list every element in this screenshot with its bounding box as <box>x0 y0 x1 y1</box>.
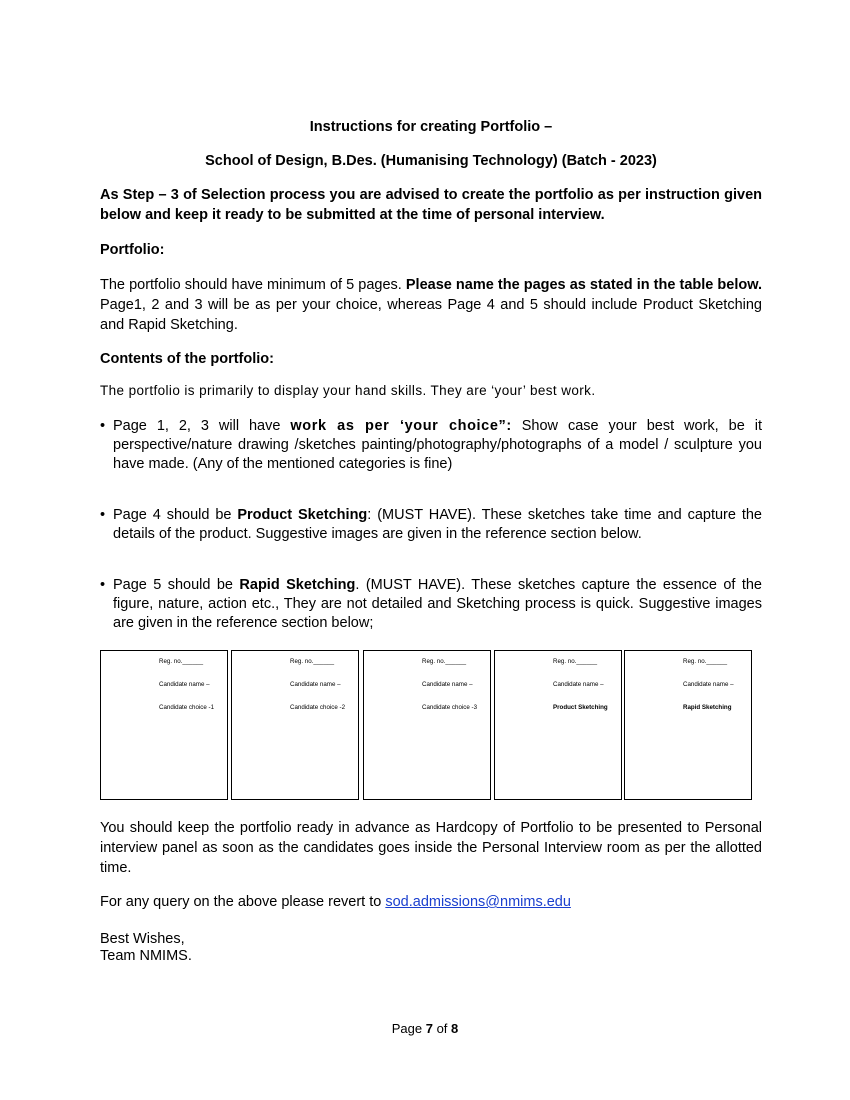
intro-instruction: As Step – 3 of Selection process you are advised to create the portfolio as per instruction given below and keep it ready to be submitted at the time of personal interview. <box>100 187 762 223</box>
total-page-number: 8 <box>451 1021 459 1036</box>
portfolio-heading: Portfolio: <box>100 242 165 258</box>
page-number-footer <box>0 1021 850 1036</box>
bullet-item-page-4 <box>100 506 762 544</box>
page-box-3 <box>363 650 491 800</box>
candidate-name-line: Candidate name – <box>553 681 604 688</box>
page-label: Candidate choice -3 <box>422 704 478 711</box>
page-box-1 <box>100 650 228 800</box>
bullet-text: Page 5 should be <box>113 577 240 593</box>
portfolio-para-text-1: The portfolio should have minimum of 5 pages. <box>100 277 406 293</box>
closing-paragraph: You should keep the portfolio ready in advance as Hardcopy of Portfolio to be presented to Personal interview panel as soon as the candidates goes inside the Personal Interview room as per the allotted time. <box>100 820 762 876</box>
query-line <box>100 892 762 912</box>
portfolio-paragraph <box>100 275 762 335</box>
reg-no-line: Reg. no.______ <box>422 658 467 665</box>
bullet-bold-text: work as per ‘your choice”: <box>290 418 512 434</box>
page-label: Product Sketching <box>553 704 608 711</box>
page-box-5 <box>624 650 752 800</box>
page-label: Candidate choice -1 <box>159 704 215 711</box>
bullet-text: . (MUST HAVE). These sketches capture the essence of the figure, nature, action etc., They are not detailed and Sketching process is quick. Suggestive images are given in the reference section below; <box>113 577 762 631</box>
page-box-4 <box>494 650 622 800</box>
document-title: Instructions for creating Portfolio – <box>309 119 553 135</box>
footer-of: of <box>432 1021 452 1036</box>
contents-heading: Contents of the portfolio: <box>100 351 274 367</box>
bullet-bold-text: Product Sketching <box>237 507 368 523</box>
query-text: For any query on the above please revert to <box>100 894 386 910</box>
bullet-text: Show case your best work, be it perspective/nature drawing /sketches painting/photography/photographs of a model / sculpture you have made. (Any of the mentioned categories is fine) <box>113 418 762 472</box>
email-link[interactable]: sod.admissions@nmims.edu <box>385 894 571 910</box>
bullet-text: : (MUST HAVE). These sketches take time and capture the details of the product. Suggestive images are given in the reference section below. <box>113 507 762 542</box>
reg-no-line: Reg. no.______ <box>159 658 204 665</box>
reg-no-line: Reg. no.______ <box>290 658 335 665</box>
bullet-dot-icon: • <box>100 577 106 593</box>
bullet-dot-icon: • <box>100 418 106 434</box>
candidate-name-line: Candidate name – <box>159 681 210 688</box>
bullet-text: Page 1, 2, 3 will have <box>113 418 291 434</box>
current-page-number: 7 <box>425 1021 433 1036</box>
bullet-dot-icon: • <box>100 507 106 523</box>
document-subtitle: School of Design, B.Des. (Humanising Technology) (Batch - 2023) <box>205 153 657 169</box>
bullet-item-page-5 <box>100 576 762 633</box>
contents-intro: The portfolio is primarily to display your hand skills. They are ‘your’ best work. <box>100 383 596 398</box>
candidate-name-line: Candidate name – <box>290 681 341 688</box>
candidate-name-line: Candidate name – <box>683 681 734 688</box>
bullet-bold-text: Rapid Sketching <box>239 577 356 593</box>
footer-prefix: Page <box>391 1021 426 1036</box>
portfolio-para-bold: Please name the pages as stated in the table below. <box>405 277 762 293</box>
page-layout-boxes <box>100 650 752 800</box>
signoff-line-2: Team NMIMS. <box>100 948 192 964</box>
portfolio-para-text-2: Page1, 2 and 3 will be as per your choice, whereas Page 4 and 5 should include Product Sketching and Rapid Sketching. <box>100 297 762 333</box>
bullet-text: Page 4 should be <box>113 507 238 523</box>
page-box-2 <box>231 650 359 800</box>
reg-no-line: Reg. no.______ <box>683 658 728 665</box>
page-label: Candidate choice -2 <box>290 704 346 711</box>
signoff-line-1: Best Wishes, <box>100 931 185 947</box>
page-label: Rapid Sketching <box>683 704 732 711</box>
reg-no-line: Reg. no.______ <box>553 658 598 665</box>
bullet-item-pages-1-3 <box>100 417 762 474</box>
candidate-name-line: Candidate name – <box>422 681 473 688</box>
